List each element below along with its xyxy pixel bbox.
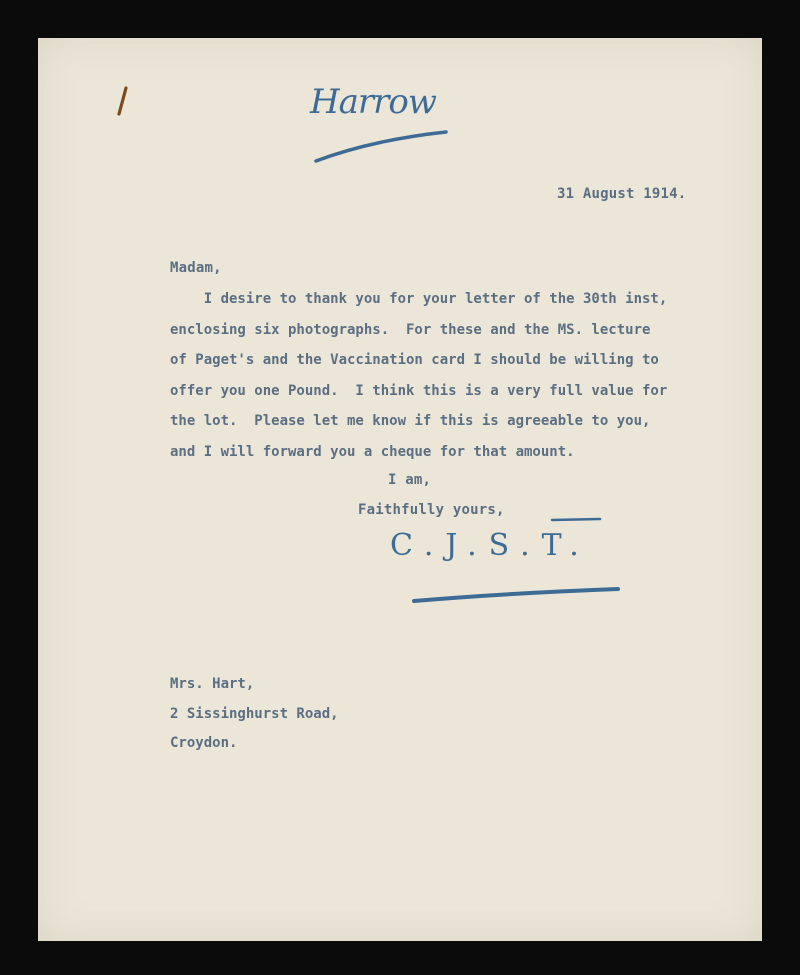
recipient-street: 2 Sissinghurst Road,: [170, 705, 339, 722]
letter-date: 31 August 1914.: [557, 186, 687, 202]
letter-body: [170, 284, 730, 467]
signature-initials: C.J.S.T.: [390, 528, 591, 563]
body-line: of Paget's and the Vaccination card I should be willing to: [170, 352, 659, 368]
handwritten-annotation: Harrow: [310, 82, 436, 122]
signature-underline: [410, 583, 622, 605]
letter-page: [38, 38, 762, 941]
recipient-name: Mrs. Hart,: [170, 676, 255, 692]
body-line: the lot. Please let me know if this is agreeable to you,: [170, 413, 651, 429]
annotation-underline: [312, 126, 452, 166]
body-line: enclosing six photographs. For these and the MS. lecture: [170, 321, 651, 338]
body-line: offer you one Pound. I think this is a very full value for: [170, 382, 668, 399]
closing-i-am: I am,: [388, 472, 432, 488]
closing-faithfully: Faithfully yours,: [358, 502, 505, 518]
recipient-address: [170, 670, 339, 759]
recipient-town: Croydon.: [170, 735, 238, 751]
salutation: Madam,: [170, 260, 222, 276]
pencil-mark: [110, 86, 134, 118]
body-line: and I will forward you a cheque for that amount.: [170, 443, 575, 460]
signature-overline: [550, 516, 602, 524]
body-line: I desire to thank you for your letter of the 30th inst,: [170, 291, 668, 307]
